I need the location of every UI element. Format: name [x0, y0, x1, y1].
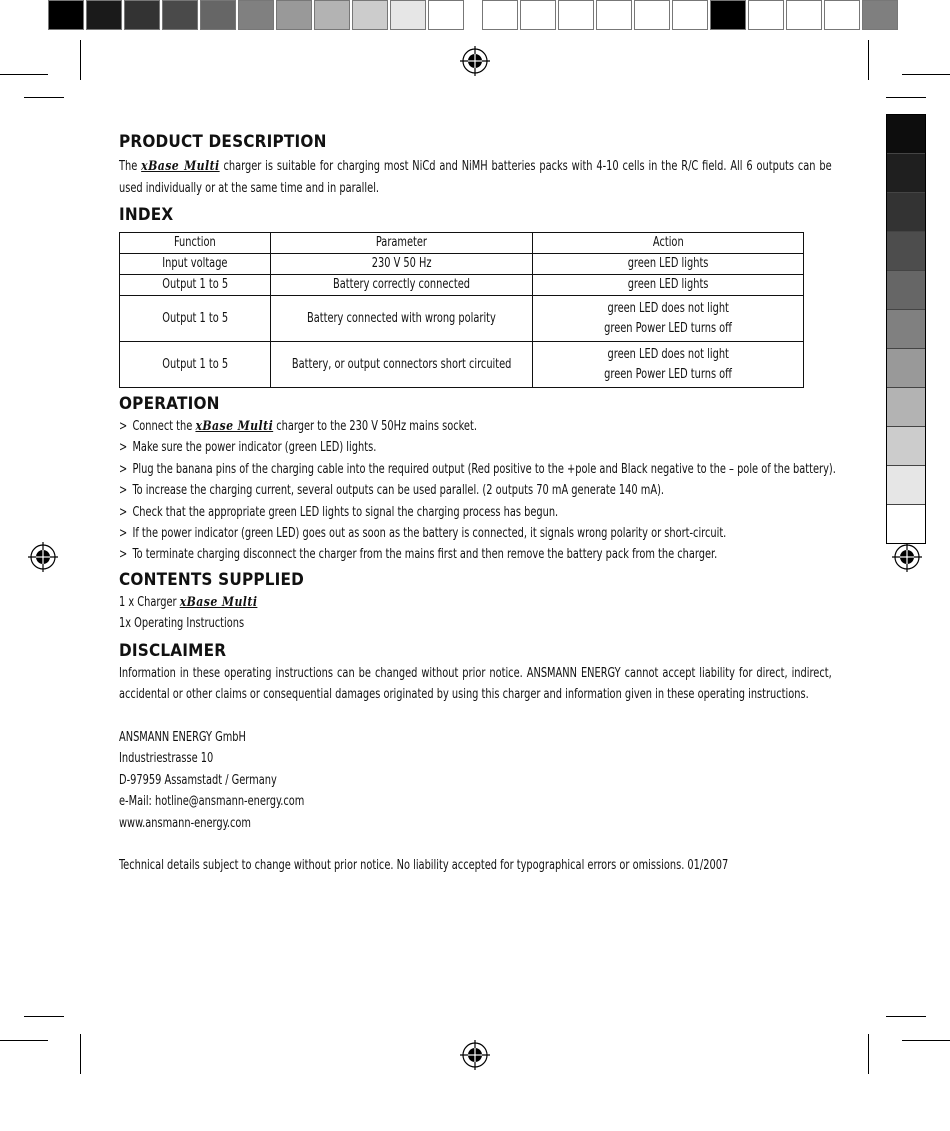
brand-name: xBase Multi: [179, 594, 258, 610]
color-swatch: [824, 0, 860, 30]
table-cell: Output 1 to 5: [120, 296, 271, 342]
crop-mark: [868, 40, 869, 80]
color-swatch: [86, 0, 122, 30]
gray-swatch: [887, 193, 925, 232]
table-cell: Battery connected with wrong polarity: [271, 296, 533, 342]
address-city: D-97959 Assamstadt / Germany: [119, 772, 277, 788]
crop-mark: [868, 1034, 869, 1074]
color-calibration-bar-left: [48, 0, 466, 32]
table-header-function: Function: [120, 233, 271, 254]
list-item: > Connect the xBase Multi charger to the 230 V 50Hz mains socket.: [119, 419, 477, 434]
crop-mark: [0, 74, 48, 75]
color-swatch: [162, 0, 198, 30]
gray-swatch: [887, 310, 925, 349]
color-swatch: [596, 0, 632, 30]
gray-swatch: [887, 427, 925, 466]
table-row: [120, 296, 804, 342]
table-row: [120, 275, 804, 296]
color-swatch: [276, 0, 312, 30]
address-email: e-Mail: hotline@ansmann-energy.com: [119, 794, 305, 810]
footer-note: Technical details subject to change without prior notice. No liability accepted for typographical errors or omissions. 01/2007: [119, 858, 729, 874]
gray-swatch: [887, 349, 925, 388]
registration-mark-icon: [460, 1040, 490, 1070]
product-description-lead: The: [119, 159, 138, 174]
registration-mark-icon: [28, 542, 58, 572]
gray-swatch: [887, 388, 925, 427]
gray-swatch: [887, 505, 925, 543]
contents-line-charger: 1 x Charger xBase Multi: [119, 594, 258, 610]
list-item: > Make sure the power indicator (green LED) lights.: [119, 440, 377, 456]
address-web: www.ansmann-energy.com: [119, 815, 251, 831]
table-cell: Output 1 to 5: [120, 342, 271, 388]
table-header-action: Action: [533, 233, 804, 254]
table-cell: green LED lights: [533, 254, 804, 275]
document-content: [119, 132, 836, 877]
crop-mark: [0, 1040, 48, 1041]
color-swatch: [48, 0, 84, 30]
product-description-body: charger is suitable for charging most NiCd and NiMH batteries packs with 4-10 cells in the R/C field. All 6 outputs can be used individually or at the same time and in parallel.: [119, 159, 832, 196]
color-swatch: [710, 0, 746, 30]
gray-swatch: [887, 154, 925, 193]
table-cell: Output 1 to 5: [120, 275, 271, 296]
color-swatch: [482, 0, 518, 30]
crop-mark: [902, 1040, 950, 1041]
index-table: [119, 232, 804, 388]
list-item: > Plug the banana pins of the charging cable into the required output (Red positive to the +pole and Black negative to the – pole of the battery).: [119, 461, 836, 477]
crop-mark: [886, 97, 926, 98]
table-row: [120, 254, 804, 275]
color-swatch: [672, 0, 708, 30]
table-cell: green LED does not light green Power LED turns off: [533, 342, 804, 388]
registration-mark-icon: [892, 542, 922, 572]
table-cell: Battery correctly connected: [271, 275, 533, 296]
table-header-row: [120, 233, 804, 254]
color-calibration-bar-right: [482, 0, 900, 32]
registration-mark-icon: [460, 46, 490, 76]
product-description-heading: PRODUCT DESCRIPTION: [119, 132, 327, 152]
color-swatch: [390, 0, 426, 30]
crop-mark: [80, 40, 81, 80]
color-swatch: [428, 0, 464, 30]
product-description-text: [119, 156, 832, 199]
crop-mark: [24, 1016, 64, 1017]
gray-swatch: [887, 115, 925, 154]
color-swatch: [520, 0, 556, 30]
list-item: > To increase the charging current, several outputs can be used parallel. (2 outputs 70 mA generate 140 mA).: [119, 483, 665, 499]
color-swatch: [748, 0, 784, 30]
table-cell: green LED lights: [533, 275, 804, 296]
address-street: Industriestrasse 10: [119, 751, 214, 767]
color-swatch: [352, 0, 388, 30]
operation-heading: OPERATION: [119, 394, 220, 414]
gray-swatch: [887, 466, 925, 505]
index-heading: INDEX: [119, 205, 174, 225]
table-cell: 230 V 50 Hz: [271, 254, 533, 275]
table-row: [120, 342, 804, 388]
color-swatch: [786, 0, 822, 30]
contents-heading: CONTENTS SUPPLIED: [119, 569, 305, 590]
table-cell: Input voltage: [120, 254, 271, 275]
list-item: > To terminate charging disconnect the charger from the mains first and then remove the battery pack from the charger.: [119, 547, 718, 563]
disclaimer-heading: DISCLAIMER: [119, 640, 227, 661]
table-header-parameter: Parameter: [271, 233, 533, 254]
contents-line-instructions: 1x Operating Instructions: [119, 616, 245, 632]
crop-mark: [80, 1034, 81, 1074]
color-swatch: [238, 0, 274, 30]
crop-mark: [902, 74, 950, 75]
color-swatch: [862, 0, 898, 30]
brand-name: xBase Multi: [141, 159, 220, 174]
address-company: ANSMANN ENERGY GmbH: [119, 729, 246, 745]
operation-list: [119, 416, 836, 566]
crop-mark: [886, 1016, 926, 1017]
gray-swatch: [887, 271, 925, 310]
color-swatch: [634, 0, 670, 30]
list-item: > If the power indicator (green LED) goes out as soon as the battery is connected, it signals wrong polarity or short-circuit.: [119, 526, 727, 542]
color-swatch: [558, 0, 594, 30]
color-swatch: [200, 0, 236, 30]
table-cell: Battery, or output connectors short circuited: [271, 342, 533, 388]
color-swatch: [124, 0, 160, 30]
grayscale-strip: [886, 114, 926, 544]
disclaimer-text: Information in these operating instructions can be changed without prior notice. ANSMANN ENERGY cannot accept liability for direct, indirect, accidental or other claims or consequential damages originated by using this charger and information given in these operating instructions.: [119, 665, 832, 703]
brand-name: xBase Multi: [195, 419, 274, 434]
gray-swatch: [887, 232, 925, 271]
crop-mark: [24, 97, 64, 98]
list-item: > Check that the appropriate green LED lights to signal the charging process has begun.: [119, 504, 559, 520]
color-swatch: [314, 0, 350, 30]
table-cell: green LED does not light green Power LED turns off: [533, 296, 804, 342]
